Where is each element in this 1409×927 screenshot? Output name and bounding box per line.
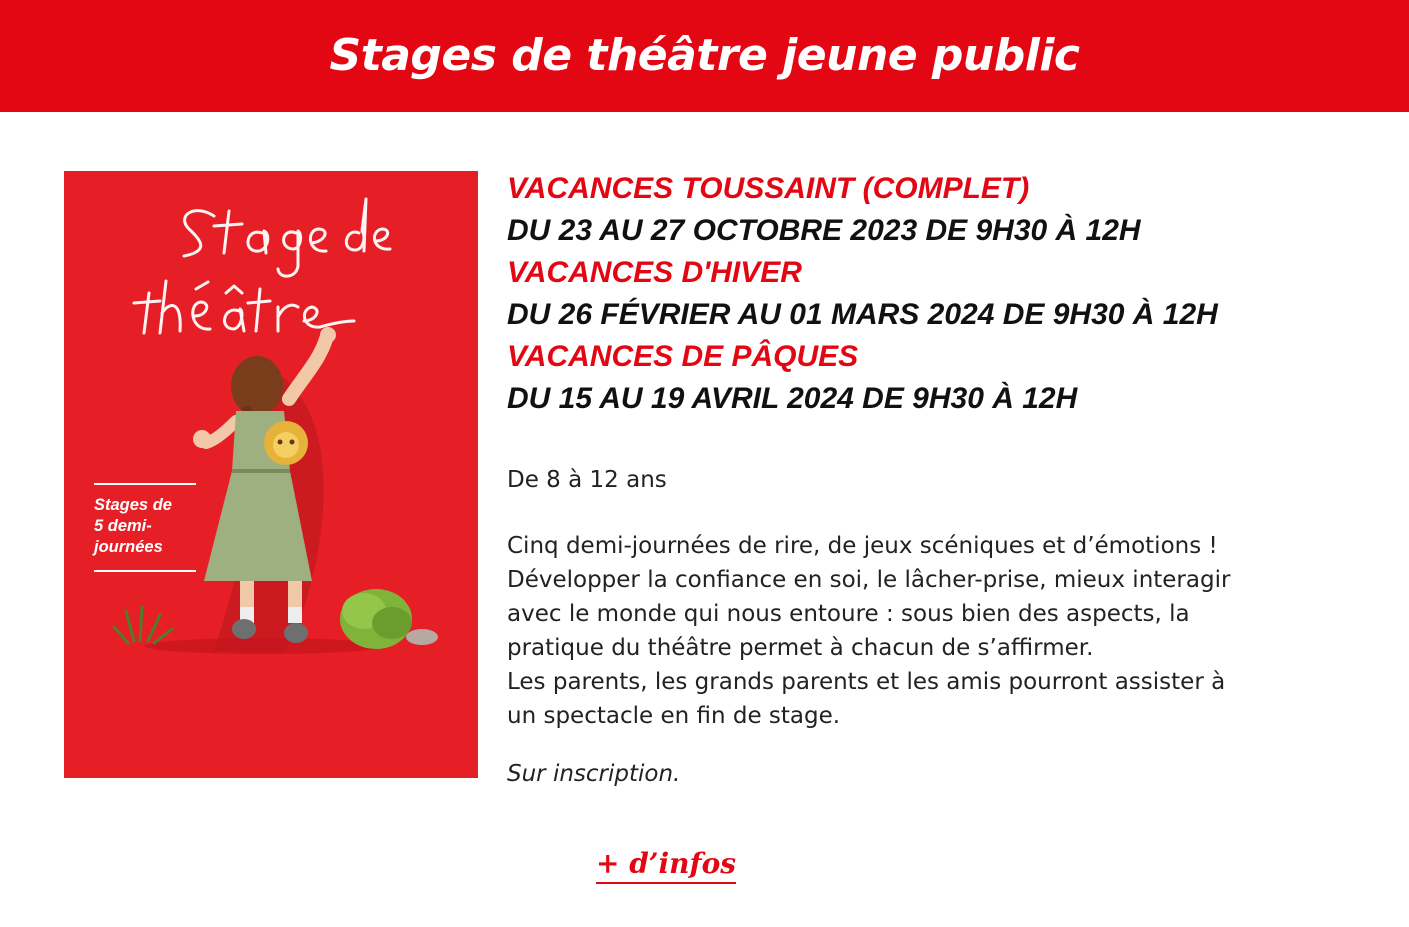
description-line: pratique du théâtre permet à chacun de s’affirmer.	[507, 635, 1094, 661]
session-dates: DU 23 AU 27 OCTOBRE 2023 DE 9H30 À 12H	[507, 214, 1141, 247]
description	[507, 529, 1377, 733]
session-dates: DU 26 FÉVRIER AU 01 MARS 2024 DE 9H30 À 12H	[507, 298, 1218, 331]
description-line: Développer la confiance en soi, le lâcher-prise, mieux interagir	[507, 567, 1231, 593]
registration-note: Sur inscription.	[507, 761, 681, 787]
description-line: Cinq demi-journées de rire, de jeux scéniques et d’émotions !	[507, 533, 1218, 559]
poster-image	[64, 171, 478, 778]
description-line: avec le monde qui nous entoure : sous bien des aspects, la	[507, 601, 1190, 627]
description-line: Les parents, les grands parents et les amis pourront assister à	[507, 669, 1226, 695]
description-line: un spectacle en fin de stage.	[507, 703, 841, 729]
session-dates: DU 15 AU 19 AVRIL 2024 DE 9H30 À 12H	[507, 382, 1078, 415]
poster-illustration	[64, 171, 478, 778]
poster-tagline-line: 5 demi-	[94, 517, 152, 535]
session-list	[507, 168, 1377, 420]
session-label: VACANCES TOUSSAINT (COMPLET)	[507, 172, 1030, 205]
content-column	[507, 168, 1377, 787]
more-info-link[interactable]: + d’infos	[596, 848, 736, 884]
page-title: Stages de théâtre jeune public	[329, 29, 1080, 81]
poster-tagline-line: Stages de	[94, 496, 172, 514]
session-label: VACANCES D'HIVER	[507, 256, 802, 289]
poster-tagline	[94, 483, 196, 572]
session-label: VACANCES DE PÂQUES	[507, 340, 859, 373]
poster-tagline-line: journées	[94, 538, 163, 556]
age-range: De 8 à 12 ans	[507, 467, 667, 493]
header-banner	[0, 0, 1409, 112]
